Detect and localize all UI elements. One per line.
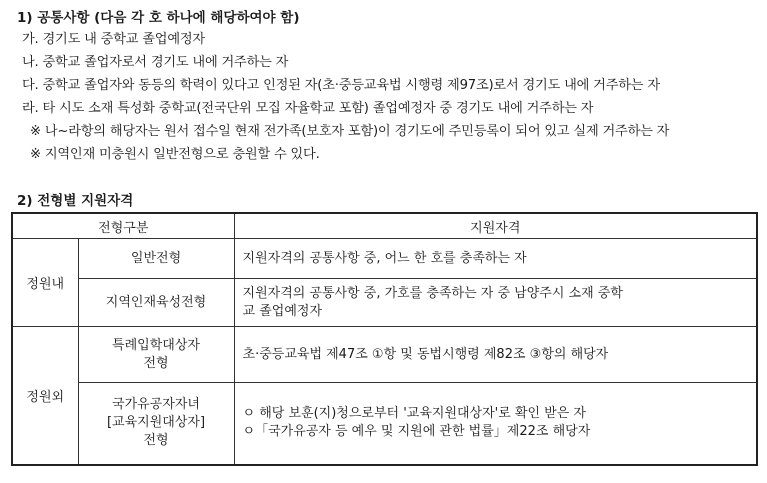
common-item-da: 다. 중학교 졸업자와 동등의 학력이 있다고 인정된 자(초·중등교육법 시행령 제97조)로서 경기도 내에 거주하는 자 xyxy=(22,78,660,93)
type-line: 전형 xyxy=(143,355,169,371)
qual-line: 지원자격의 공통사항 중, 어느 한 호를 충족하는 자 xyxy=(242,250,527,266)
type-veterans-children xyxy=(78,383,234,465)
common-item-ra: 라. 타 시도 소재 특성화 중학교(전국단위 모집 자율학교 포함) 졸업예정자 중 경기도 내에 거주하는 자 xyxy=(22,101,594,116)
type-line: 특례입학대상자 xyxy=(112,337,200,353)
type-line: 전형 xyxy=(143,433,169,449)
qual-regional-talent xyxy=(234,279,757,327)
type-regional-talent xyxy=(78,279,234,327)
group-jeongwonoe: 정원외 xyxy=(12,327,78,465)
qual-line: ㅇ「국가유공자 등 예우 및 지원에 관한 법률」제22조 해당자 xyxy=(242,424,591,440)
common-note-2: ※ 지역인재 미충원시 일반전형으로 충원할 수 있다. xyxy=(30,147,320,162)
type-line: [교육지원대상자] xyxy=(106,415,206,431)
type-line: 일반전형 xyxy=(130,250,182,266)
common-item-ga: 가. 경기도 내 중학교 졸업예정자 xyxy=(22,32,205,47)
table-row xyxy=(12,239,757,279)
qual-line: 초·중등교육법 제47조 ①항 및 동법시행령 제82조 ③항의 해당자 xyxy=(242,346,609,362)
type-general xyxy=(78,239,234,279)
common-note-1: ※ 나~라항의 해당자는 원서 접수일 현재 전가족(보호자 포함)이 경기도에 주민등록이 되어 있고 실제 거주하는 자 xyxy=(30,124,670,139)
table-row xyxy=(12,383,757,465)
table-row xyxy=(12,279,757,327)
type-special-admission xyxy=(78,327,234,383)
qualification-table xyxy=(11,212,758,466)
qual-line: 교 졸업예정자 xyxy=(242,303,322,319)
qual-general xyxy=(234,239,757,279)
qual-line: ㅇ 해당 보훈(지)청으로부터 '교육지원대상자'로 확인 받은 자 xyxy=(242,406,586,422)
table-row xyxy=(12,327,757,383)
section2-title: 2) 전형별 지원자격 xyxy=(17,193,134,209)
common-item-na: 나. 중학교 졸업자로서 경기도 내에 거주하는 자 xyxy=(22,55,289,70)
group-jeongwonnae: 정원내 xyxy=(12,239,78,327)
qual-veterans-children xyxy=(234,383,757,465)
header-category: 전형구분 xyxy=(12,213,234,239)
qual-special-admission xyxy=(234,327,757,383)
table-header-row xyxy=(12,213,757,239)
qual-line: 지원자격의 공통사항 중, 가호를 충족하는 자 중 남양주시 소재 중학 xyxy=(242,285,623,301)
type-line: 지역인재육성전형 xyxy=(105,294,207,310)
type-line: 국가유공자자녀 xyxy=(112,397,200,413)
header-qualification: 지원자격 xyxy=(234,213,757,239)
section1-title: 1) 공통사항 (다음 각 호 하나에 해당하여야 함) xyxy=(17,10,300,26)
